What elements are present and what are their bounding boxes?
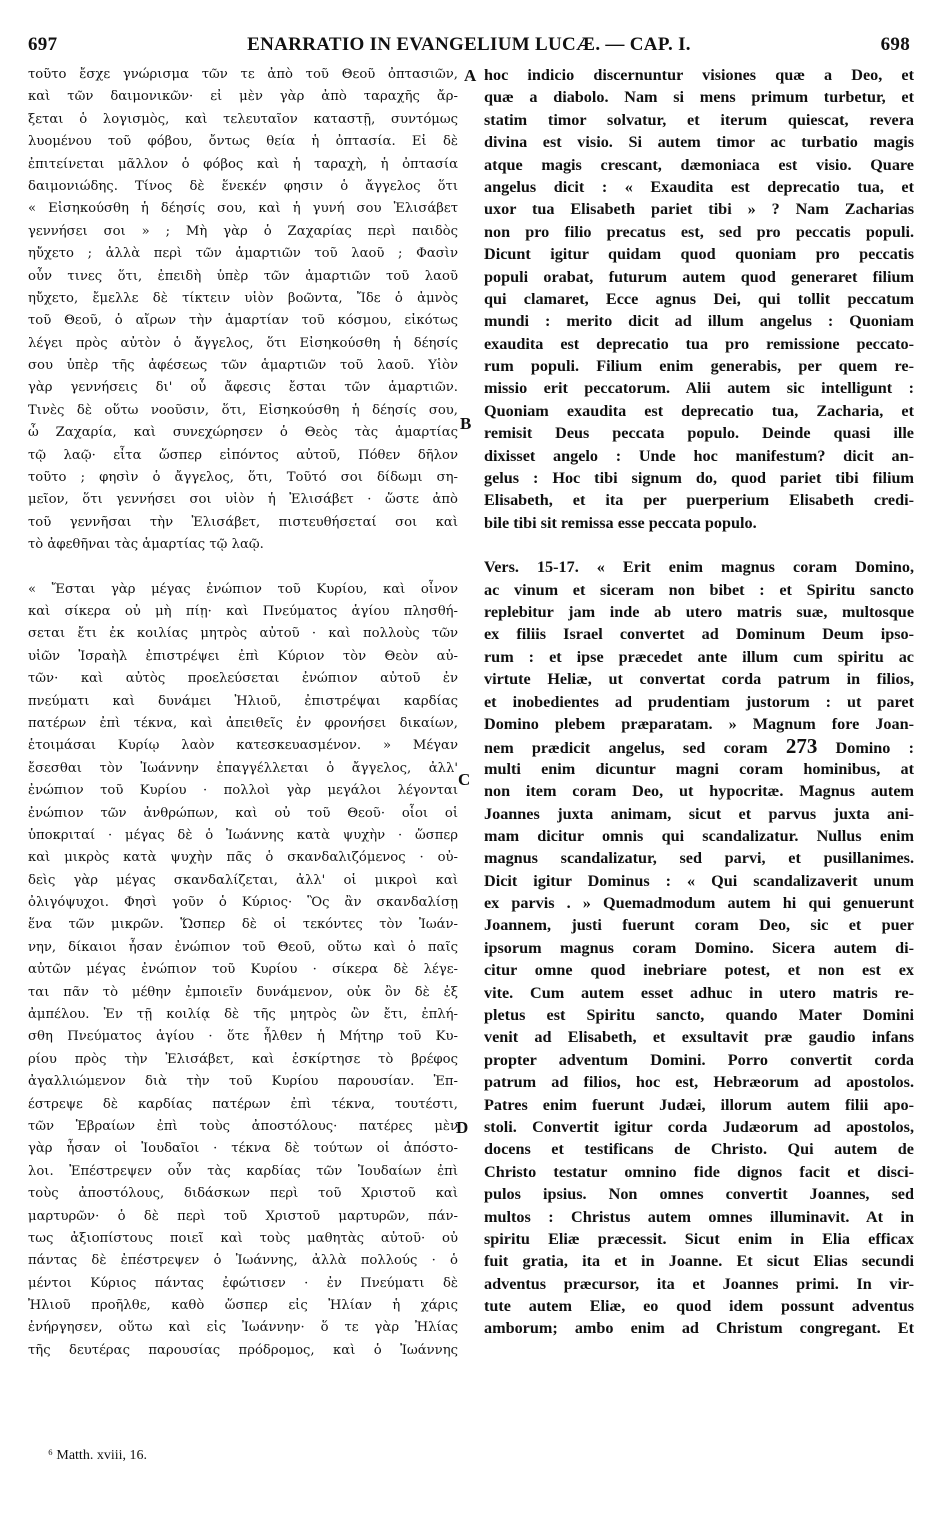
greek-text-line: καὶ σίκερα οὐ μὴ πίῃ· καὶ Πνεύματος ἁγίου πλησθή-	[28, 603, 458, 619]
latin-text-line: multos : Christus autem omnes illuminavit. At in	[484, 1207, 914, 1226]
greek-text-line: ρίου πρὸς τὴν Ἐλισάβετ, καὶ ἐσκίρτησε τὸ βρέφος	[28, 1051, 458, 1067]
greek-text-line: ὀλιγόψυχοι. Φησὶ γοῦν ὁ Κύριος· Ὃς ἂν σκανδαλίσῃ	[28, 895, 458, 911]
latin-text-line: Dicit igitur Dominus : « Qui scandalizaverit unum	[484, 871, 914, 890]
latin-text-line: ex parvis . » Quemadmodum autem hi qui genuerunt	[484, 894, 914, 913]
latin-text-fragment: Domino :	[817, 739, 914, 758]
greek-text-line: ἔσεσθαι τὸν Ἰωάννην ἐπαγγέλλεται ὁ ἄγγελος, ἀλλ'	[28, 760, 458, 776]
latin-text-line: exaudita est deprecatio tua pro remissione peccato-	[484, 334, 914, 353]
inline-page-marker: 273	[785, 735, 818, 758]
greek-text-line: ται πᾶν τὸ μέθην ἐμποιεῖν δυνάμενον, οὐκ ὂν δὲ ἐξ	[28, 984, 458, 1000]
greek-text-line: λοι. Ἐπέστρεψεν οὖν τὰς καρδίας τῶν Ἰουδαίων ἐπὶ	[28, 1163, 458, 1179]
latin-text-line: rum : et ipse præcedet ante illum cum spiritu ac	[484, 647, 914, 666]
margin-mark-d: D	[456, 1118, 469, 1137]
greek-text-line: ἀγαλλιώμενον διὰ τὴν τοῦ Κυρίου παρουσίαν. Ἐπ-	[28, 1074, 458, 1090]
latin-text-line: venit ad Elisabeth, et exsultavit præ gaudio infans	[484, 1028, 914, 1047]
greek-text-line: τοὺς ἀποστόλους, διδάσκων περὶ τοῦ Χριστοῦ καὶ	[28, 1186, 458, 1202]
latin-text-line: statim timor solvatur, et iterum quiescat, revera	[484, 110, 914, 129]
greek-text-line: τοῦτο ἔσχε γνώρισμα τῶν τε ἀπὸ τοῦ Θεοῦ ὀπτασιῶν,	[28, 67, 458, 82]
latin-text-line: virtute Heliæ, ut convertat corda patrum in filios,	[484, 670, 914, 689]
greek-text-line: τὸ ἀφεθῆναι τὰς ἁμαρτίας τῷ λαῷ.	[28, 537, 264, 553]
latin-text-line: rum populi. Filium enim generabis, per quem re-	[484, 357, 914, 376]
latin-text-line: non pro filio precatus est, sed pro peccatis populi.	[484, 222, 914, 241]
latin-text-line: gelus : Hoc tibi signum do, quod pariet tibi filium	[484, 469, 914, 488]
latin-text-line: pletus est Spiritu sancto, quando Mater Domini	[484, 1006, 914, 1025]
latin-text-line: Domino plebem præparatam. » Magnum fore Joan-	[484, 714, 914, 733]
greek-text-line: « Ἔσται γὰρ μέγας ἐνώπιον τοῦ Κυρίου, καὶ οἶνον	[28, 581, 458, 597]
page-number-right: 698	[880, 34, 910, 55]
greek-text-line: σου ὑπὲρ τῆς ἀφέσεως τῶν ἁμαρτιῶν τοῦ λαοῦ. Υἱὸν	[28, 358, 458, 374]
greek-text-line: ἕνα τῶν μικρῶν. Ὥσπερ δὲ οἱ τεκόντες τὸν Ἰωάν-	[28, 917, 458, 933]
latin-text-line	[484, 735, 914, 757]
latin-text-line: Christo testatur omnino fide dignos facit et disci-	[484, 1162, 914, 1181]
latin-text-line: amborum; ambo enim ad Christum congregant. Et	[484, 1319, 914, 1338]
latin-text-line: pulos ipsius. Non omnes convertit Joannes, sed	[484, 1185, 914, 1204]
greek-text-line: δαιμονιώδης. Τίνος δὲ ἕνεκέν φησιν ὁ ἄγγελος ὅτι	[28, 178, 458, 194]
running-header	[28, 34, 910, 60]
margin-mark-c: C	[458, 770, 471, 789]
greek-text-line: πνεύματι καὶ δυνάμει Ἠλιοῦ, ἐπιστρέψαι καρδίας	[28, 693, 458, 709]
latin-text-line: fuit gratia, ita et in Joanne. Et sicut Elias secundi	[484, 1252, 914, 1271]
latin-text-line: vite. Cum autem esset adhuc in utero matris re-	[484, 983, 914, 1002]
greek-text-line: λυομένου τοῦ φόβου, ὄντως θεία ἡ ὀπτασία. Εἰ δὲ	[28, 134, 458, 150]
page-number-left: 697	[28, 34, 58, 55]
latin-column	[484, 64, 914, 1340]
paragraph-gap	[484, 534, 914, 556]
latin-text-line: populi orabat, futurum autem quod generaret filium	[484, 267, 914, 286]
greek-text-line: καὶ τῶν δαιμονικῶν· εἰ μὲν γὰρ ἀπὸ ταραχῆς ἄρ-	[28, 89, 458, 105]
latin-text-line: atque magis crescant, dæmoniaca est visio. Quare	[484, 155, 914, 174]
greek-text-line: τῶν· καὶ αὐτὸς προελεύσεται ἐνώπιον αὐτοῦ ἐν	[28, 671, 458, 687]
greek-text-line: τῆς δευτέρας παρουσίας πρόδρομος, καὶ ὁ Ἰωάννης	[28, 1342, 458, 1358]
latin-text-line: non item coram Deo, ut hypocritæ. Magnus autem	[484, 782, 914, 801]
greek-text-line: οὖν τινες ὅτι, ἐπειδὴ ὑπὲρ τῶν ἁμαρτιῶν τοῦ λαοῦ	[28, 268, 458, 284]
greek-text-line: τῷ λαῷ· εἶτα ὥσπερ εἰπόντος αὐτοῦ, Πόθεν δῆλον	[28, 447, 458, 463]
greek-text-line: γὰρ ἦσαν οἱ Ἰουδαῖοι · τέκνα δὲ τούτων οἱ ἀπόστο-	[28, 1141, 458, 1157]
greek-text-line: έστρεψε δὲ καρδίας πατέρων ἐπὶ τέκνα, τουτέστι,	[28, 1096, 458, 1112]
greek-text-line: Ἠλιοῦ προῆλθε, καθὸ ὥσπερ εἰς Ἠλίαν ἡ χάρις	[28, 1298, 458, 1314]
latin-text-line: citur omne quod inebriare potest, et non est ex	[484, 961, 914, 980]
greek-text-line: τοῦτο ; φησὶν ὁ ἄγγελος, ὅτι, Τοῦτό σοι δίδωμι ση-	[28, 470, 458, 486]
greek-text-line: τοῦ Θεοῦ, ὁ αἴρων τὴν ἁμαρτίαν τοῦ κόσμου, εἰκότως	[28, 313, 458, 329]
paragraph-gap	[28, 557, 458, 579]
latin-text-line: remisit Deus peccata populo. Deinde quasi ille	[484, 424, 914, 443]
latin-text-line: adventus præcursor, ita et Joannes primi. In vir-	[484, 1274, 914, 1293]
greek-text-line: ἐνώπιον τοῦ Κυρίου · πολλοὶ γὰρ μεγάλοι λέγονται	[28, 783, 458, 799]
greek-text-line: ἐνώπιον τῶν ἀνθρώπων, καὶ οὐ τοῦ Θεοῦ· οἷοι οἱ	[28, 805, 458, 821]
latin-text-line: patrum ad filios, hoc est, Hebræorum ad apostolos.	[484, 1073, 914, 1092]
latin-text-line: tute autem Eliæ, eo quod idem possunt adventus	[484, 1297, 914, 1316]
latin-text-line: Joannes juxta animam, sicut et parvus juxta ani-	[484, 804, 914, 823]
latin-text-line: magnus scandalizatur, sed parvi, et pusillanimes.	[484, 849, 914, 868]
greek-text-line: πατέρων ἐπὶ τέκνα, καὶ ἀπειθεῖς ἐν φρονήσει δικαίων,	[28, 715, 458, 731]
greek-text-line: τοῦ γεννῆσαι τὴν Ἐλισάβετ, πιστευθήσεταί σοι καὶ	[28, 514, 458, 530]
greek-text-line: δεὶς γὰρ μέγας σκανδαλίζεται, ἀλλ' οἱ μικροὶ καὶ	[28, 872, 458, 888]
greek-text-line: πάντας δὲ ἐπέστρεψεν ὁ Ἰωάννης, ἀλλὰ πολλούς · ὁ	[28, 1253, 458, 1269]
footnote: ⁶ Matth. xviii, 16.	[48, 1448, 147, 1463]
greek-text-line: ξεται ὁ λογισμὸς, καὶ τελευταῖον καταστῇ, συντόμως	[28, 111, 458, 127]
greek-text-line: ὦ Ζαχαρία, καὶ συνεχώρησεν ὁ Θεὸς τὰς ἁμαρτίας	[28, 425, 458, 441]
latin-text-line: mundi : merito dicit ad illum angelus : Quoniam	[484, 312, 914, 331]
greek-text-line: ἑτοιμάσαι Κυρίῳ λαὸν κατεσκευασμένον. » Μέγαν	[28, 738, 458, 754]
latin-text-line: propter adventum Domini. Porro convertit corda	[484, 1050, 914, 1069]
latin-text-line: ipsorum magnus coram Domino. Sicera autem di-	[484, 938, 914, 957]
greek-text-line: ηὔχετο ; ἀλλὰ περὶ τῶν ἁμαρτιῶν τοῦ λαοῦ ; Φασὶν	[28, 246, 458, 262]
margin-mark-a: A	[464, 66, 477, 85]
latin-text-line: quæ a diabolo. Nam si mens primum turbetur, et	[484, 88, 914, 107]
greek-text-line: ὑποκριταί · μέγας δὲ ὁ Ἰωάννης κατὰ ψυχὴν · ὥσπερ	[28, 827, 458, 843]
greek-column	[28, 64, 458, 1362]
latin-text-line: et inobedientes ad prudentiam justorum : ut paret	[484, 692, 914, 711]
latin-text-line: missio erit peccatorum. Alii autem sic intelligunt :	[484, 379, 914, 398]
greek-text-line: ηὔχετο, ἔμελλε δὲ τίκτειν υἱὸν βοῶντα, Ἴδε ὁ ἀμνὸς	[28, 290, 458, 306]
latin-text-line: Dicunt igitur quidam quod quoniam pro peccatis	[484, 245, 914, 264]
latin-text-line: Vers. 15-17. « Erit enim magnus coram Domino,	[484, 558, 914, 577]
greek-text-line: υἱῶν Ἰσραὴλ ἐπιστρέψει ἐπὶ Κύριον τὸν Θεὸν αὐ-	[28, 648, 458, 664]
latin-text-line: dixisset angelo : Unde hoc manifestum? dicit an-	[484, 446, 914, 465]
latin-text-line: Joannem, justi fuerunt coram Deo, sic et puer	[484, 916, 914, 935]
greek-text-line: τως ἀξιοπίστους ποιεῖ καὶ τοὺς μαθητὰς αὐτοῦ· οὐ	[28, 1230, 458, 1246]
latin-text-line: ac vinum et siceram non bibet : et Spiritu sancto	[484, 580, 914, 599]
greek-text-line: μέντοι Κύριος πάντας ἐφώτισεν · ἐν Πνεύματι δὲ	[28, 1275, 458, 1291]
greek-text-line: τῶν Ἑβραίων ἐπὶ τοὺς ἀποστόλους· πατέρες μὲν	[28, 1118, 458, 1134]
greek-text-line: ἀμπέλου. Ἐν τῇ κοιλίᾳ δὲ τῆς μητρὸς ὢν ἔτι, ἐπλή-	[28, 1007, 458, 1023]
latin-text-line: divina est visio. Si autem timor ac turbatio magis	[484, 133, 914, 152]
greek-text-line: ἐπιτείνεται μᾶλλον ὁ φόβος καὶ ἡ ταραχὴ, ἡ ὀπτασία	[28, 156, 458, 172]
latin-text-fragment: nem prædicit angelus, sed coram	[484, 739, 786, 758]
greek-text-line: μαρτυρῶν· ὁ δὲ περὶ τοῦ Χριστοῦ μαρτυρῶν, πάν-	[28, 1208, 458, 1224]
latin-text-line: spiritu Eliæ præcessit. Sicut enim in Elia efficax	[484, 1229, 914, 1248]
latin-text-line: uxor tua Elisabeth pariet tibi » ? Nam Zacharias	[484, 200, 914, 219]
latin-text-line: Quoniam exaudita est deprecatio tua, Zacharia, et	[484, 401, 914, 420]
greek-text-line: λέγει πρὸς αὐτὸν ὁ ἄγγελος, ὅτι Εἰσηκούσθη ἡ δέησίς	[28, 335, 458, 351]
greek-text-line: « Εἰσηκούσθη ἡ δέησίς σου, καὶ ἡ γυνή σου Ἐλισάβετ	[28, 201, 458, 217]
greek-text-line: γεννήσει σοι » ; Μὴ γὰρ ὁ Ζαχαρίας περὶ παιδὸς	[28, 223, 458, 239]
latin-text-line: ex filiis Israel convertet ad Dominum Deum ipso-	[484, 625, 914, 644]
latin-text-line: Elisabeth, et ita per puerperium Elisabeth credi-	[484, 491, 914, 510]
running-title: ENARRATIO IN EVANGELIUM LUCÆ. — CAP. I.	[247, 34, 691, 55]
latin-text-line: angelus dicit : « Exaudita est deprecatio tua, et	[484, 177, 914, 196]
greek-text-line: αὐτῶν μέγας ἐνώπιον τοῦ Κυρίου · σίκερα δὲ λέγε-	[28, 962, 458, 978]
greek-text-line: σθη Πνεύματος ἁγίου · ὅτε ἦλθεν ἡ Μήτηρ τοῦ Κυ-	[28, 1029, 458, 1045]
latin-text-line: multi enim dicuntur magni coram hominibus, at	[484, 759, 914, 778]
greek-text-line: Τινὲς δὲ οὕτω νοοῦσιν, ὅτι, Εἰσηκούσθη ἡ δέησίς σου,	[28, 402, 458, 418]
greek-text-line: καὶ μικρὸς κατὰ ψυχὴν πᾶς ὁ σκανδαλιζόμενος · οὐ-	[28, 850, 458, 866]
latin-text-line: hoc indicio discernuntur visiones quæ a Deo, et	[484, 66, 914, 84]
greek-text-line: ἐνήργησεν, οὕτω καὶ εἰς Ἰωάννην· ὅ τε γὰρ Ἠλίας	[28, 1320, 458, 1336]
latin-text-line: Patres enim fuerunt Judæi, illorum autem filii apo-	[484, 1095, 914, 1114]
greek-text-line: νην, δίκαιοι ἦσαν ἐνώπιον τοῦ Θεοῦ, οὕτω καὶ ὁ παῖς	[28, 939, 458, 955]
latin-text-line: qui clamaret, Ecce agnus Dei, qui tollit peccatum	[484, 289, 914, 308]
margin-mark-b: B	[460, 414, 472, 433]
greek-text-line: σεται ἔτι ἐκ κοιλίας μητρὸς αὐτοῦ · καὶ πολλοὺς τῶν	[28, 626, 458, 642]
latin-text-line: replebitur jam inde ab utero matris suæ, multosque	[484, 602, 914, 621]
latin-text-line: bile tibi sit remissa esse peccata populo.	[484, 513, 757, 532]
latin-text-line: stoli. Convertit igitur corda Judæorum ad apostolos,	[484, 1117, 914, 1136]
latin-text-line: mam dicitur omnis qui scandalizatur. Nullus enim	[484, 826, 914, 845]
greek-text-line: γὰρ γεννήσεις δι' οὗ ἄφεσις ἔσται τῶν ἁμαρτιῶν.	[28, 380, 458, 396]
latin-text-line: docens et testificans de Christo. Qui autem de	[484, 1140, 914, 1159]
greek-text-line: μεῖον, ὅτι γεννήσει σοι υἱὸν ἡ Ἐλισάβετ · ὥστε ἀπὸ	[28, 492, 458, 508]
